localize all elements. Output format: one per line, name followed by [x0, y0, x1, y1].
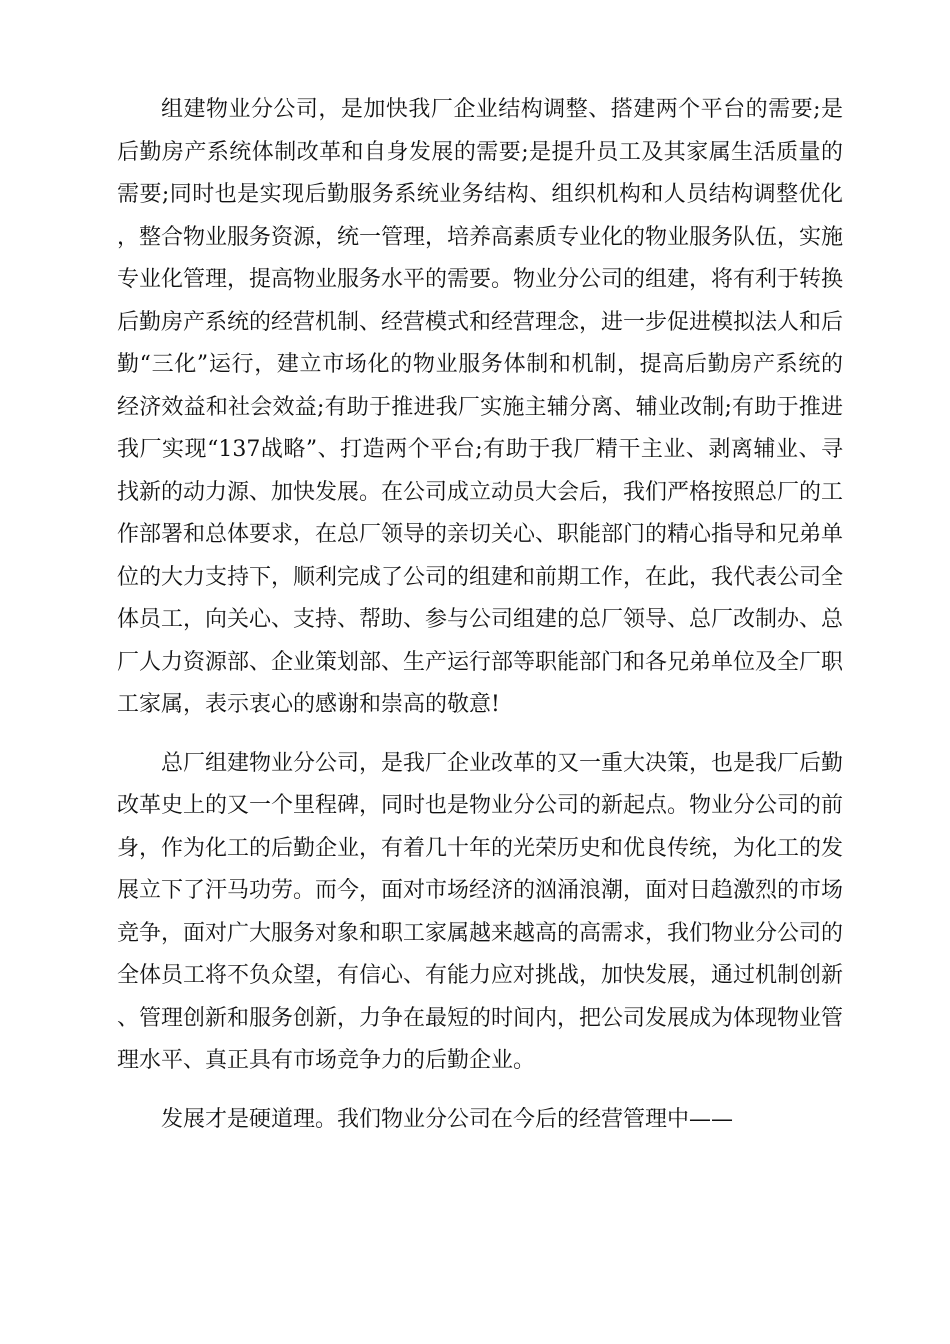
paragraph-1: 组建物业分公司，是加快我厂企业结构调整、搭建两个平台的需要;是后勤房产系统体制改革和自身发展的需要;是提升员工及其家属生活质量的需要;同时也是实现后勤服务系统业务结构、组织机构和人员结构调整优化，整合物业服务资源，统一管理，培养高素质专业化的物业服务队伍，实施专业化管理，提高物业服务水平的需要。物业分公司的组建，将有利于转换后勤房产系统的经营机制、经营模式和经营理念，进一步促进模拟法人和后勤“三化”运行，建立市场化的物业服务体制和机制，提高后勤房产系统的经济效益和社会效益;有助于推进我厂实施主辅分离、辅业改制;有助于推进我厂实现“137战略”、打造两个平台;有助于我厂精干主业、剥离辅业、寻找新的动力源、加快发展。在公司成立动员大会后，我们严格按照总厂的工作部署和总体要求，在总厂领导的亲切关心、职能部门的精心指导和兄弟单位的大力支持下，顺利完成了公司的组建和前期工作，在此，我代表公司全体员工，向关心、支持、帮助、参与公司组建的总厂领导、总厂改制办、总厂人力资源部、企业策划部、生产运行部等职能部门和各兄弟单位及全厂职工家属，表示衷心的感谢和崇高的敬意!: [117, 97, 844, 717]
paragraph-3: 发展才是硬道理。我们物业分公司在今后的经营管理中——: [161, 1106, 734, 1132]
document-body: [117, 89, 843, 1157]
paragraph-2: 总厂组建物业分公司，是我厂企业改革的又一重大决策，也是我厂后勤改革史上的又一个里程碑，同时也是物业分公司的新起点。物业分公司的前身，作为化工的后勤企业，有着几十年的光荣历史和优良传统，为化工的发展立下了汗马功劳。而今，面对市场经济的汹涌浪潮，面对日趋激烈的市场竞争，面对广大服务对象和职工家属越来越高的高需求，我们物业分公司的全体员工将不负众望，有信心、有能力应对挑战，加快发展，通过机制创新、管理创新和服务创新，力争在最短的时间内，把公司发展成为体现物业管理水平、真正具有市场竞争力的后勤企业。: [117, 750, 844, 1073]
